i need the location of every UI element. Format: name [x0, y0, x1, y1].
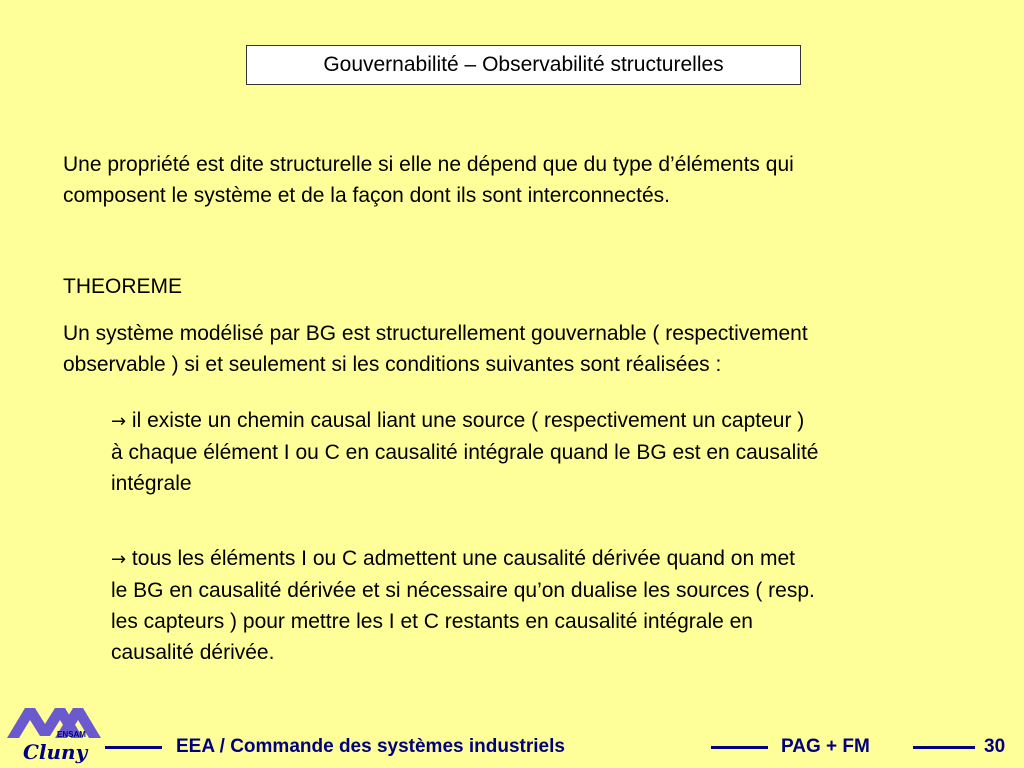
- intro-line-2: composent le système et de la façon dont ils sont interconnectés.: [63, 184, 671, 207]
- theorem-line-2: observable ) si et seulement si les conditions suivantes sont réalisées :: [63, 353, 722, 376]
- footer-authors: PAG + FM: [781, 736, 870, 757]
- condition-1-line-3: intégrale: [111, 472, 192, 495]
- condition-2: [111, 543, 991, 668]
- footer-course-title: EEA / Commande des systèmes industriels: [176, 736, 565, 757]
- condition-2-line-1: tous les éléments I ou C admettent une causalité dérivée quand on met: [126, 547, 795, 570]
- theorem-line-1: Un système modélisé par BG est structurellement gouvernable ( respectivement: [63, 322, 808, 345]
- theorem-heading: THEOREME: [63, 275, 183, 298]
- slide-title: Gouvernabilité – Observabilité structurelles: [323, 53, 724, 76]
- page-number: 30: [984, 736, 1006, 757]
- condition-2-line-2: le BG en causalité dérivée et si nécessaire qu’on dualise les sources ( resp.: [111, 579, 815, 602]
- condition-2-line-4: causalité dérivée.: [111, 641, 275, 664]
- footer-divider: [711, 746, 768, 749]
- logo-cluny-text: Cluny: [23, 740, 88, 764]
- intro-paragraph: [63, 149, 993, 211]
- footer-divider: [913, 746, 975, 749]
- condition-1-line-2: à chaque élément I ou C en causalité intégrale quand le BG est en causalité: [111, 441, 819, 464]
- condition-1: [111, 405, 991, 499]
- arrow-right-icon: →: [111, 411, 127, 432]
- logo-ensam-text: ENSAM: [57, 730, 86, 739]
- footer-divider: [105, 746, 162, 749]
- theorem-statement: [63, 318, 1003, 380]
- slide-title-box: [246, 45, 801, 85]
- condition-1-line-1: il existe un chemin causal liant une source ( respectivement un capteur ): [126, 409, 805, 432]
- intro-line-1: Une propriété est dite structurelle si elle ne dépend que du type d’éléments qui: [63, 153, 794, 176]
- arrow-right-icon: →: [111, 549, 127, 570]
- condition-2-line-3: les capteurs ) pour mettre les I et C restants en causalité intégrale en: [111, 610, 753, 633]
